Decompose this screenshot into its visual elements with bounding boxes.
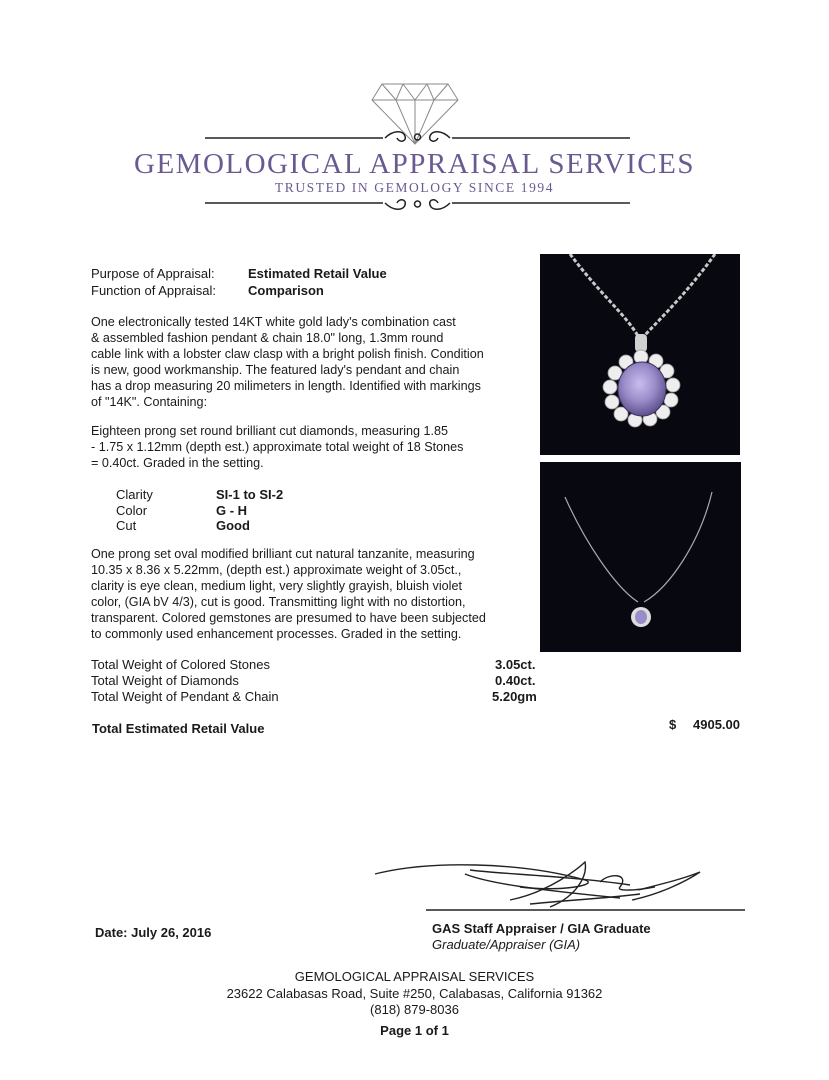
item-description: One electronically tested 14KT white gold lady's combination cast & assembled fashion pendant & chain 18.0" long, 1.3mm round cable link with a lobster claw clasp with a bright polish finish. Condition is new, good workmanship. The featured lady's pendant and chain has a drop measuring 20 milimeters in length. Identified with markings of "14K". Containing:	[91, 315, 484, 409]
grade-value-color: G - H	[216, 503, 248, 518]
grade-label-cut: Cut	[116, 518, 137, 533]
top-scroll-ornament	[205, 128, 630, 148]
retail-currency: $	[669, 717, 677, 732]
total-colored-value: 3.05ct.	[495, 657, 536, 672]
appraiser-subtitle: Graduate/Appraiser (GIA)	[432, 937, 581, 952]
pendant-full-photo	[540, 462, 741, 652]
footer-address: 23622 Calabasas Road, Suite #250, Calabasas, California 91362	[226, 986, 603, 1001]
total-weight-value: 5.20gm	[492, 689, 537, 704]
appraiser-signature	[370, 852, 750, 917]
company-logo-title: GEMOLOGICAL APPRAISAL SERVICES	[134, 148, 695, 180]
retail-value: 4905.00	[693, 717, 740, 732]
appraiser-title: GAS Staff Appraiser / GIA Graduate	[432, 921, 651, 936]
total-colored-label: Total Weight of Colored Stones	[91, 657, 270, 672]
grade-value-clarity: SI-1 to SI-2	[216, 487, 284, 502]
total-weight-label: Total Weight of Pendant & Chain	[91, 689, 279, 704]
appraisal-date: Date: July 26, 2016	[95, 925, 212, 940]
tanzanite-description: One prong set oval modified brilliant cut natural tanzanite, measuring 10.35 x 8.36 x 5.22mm, (depth est.) approximate weight of 3.05ct., clarity is eye clean, medium light, very slightly grayish, bluish violet color, (GIA bV 4/3), cut is good. Transmitting light with no distortion, transparent. Colored gemstones are presumed to have been subjected to commonly used enhancement processes. Graded in the setting.	[91, 547, 486, 641]
purpose-value: Estimated Retail Value	[248, 266, 387, 281]
retail-value-label: Total Estimated Retail Value	[92, 721, 265, 736]
function-value: Comparison	[248, 283, 324, 298]
pendant-closeup-photo	[540, 254, 740, 455]
total-diamonds-label: Total Weight of Diamonds	[91, 673, 239, 688]
grade-value-cut: Good	[216, 518, 250, 533]
company-tagline: TRUSTED IN GEMOLOGY SINCE 1994	[274, 180, 555, 195]
grade-label-clarity: Clarity	[116, 487, 153, 502]
grade-label-color: Color	[116, 503, 148, 518]
page-number: Page 1 of 1	[380, 1023, 449, 1038]
purpose-label: Purpose of Appraisal:	[91, 266, 215, 281]
diamonds-description: Eighteen prong set round brilliant cut diamonds, measuring 1.85 - 1.75 x 1.12mm (depth est.) approximate total weight of 18 Stones = 0.40ct. Graded in the setting.	[91, 424, 464, 470]
function-label: Function of Appraisal:	[91, 283, 217, 298]
total-diamonds-value: 0.40ct.	[495, 673, 536, 688]
bottom-scroll-ornament	[205, 194, 630, 214]
footer-company: GEMOLOGICAL APPRAISAL SERVICES	[294, 969, 535, 984]
footer-phone: (818) 879-8036	[370, 1002, 459, 1017]
